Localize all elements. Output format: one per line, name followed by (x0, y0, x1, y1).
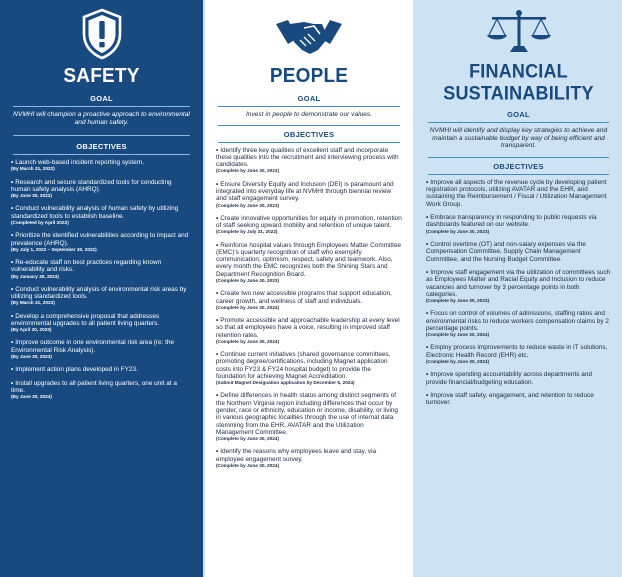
safety-objective-text: Implement action plans developed in FY23. (15, 366, 138, 374)
financial-objective-text: Improve all aspects of the revenue cycle by developing patient registration protocols, utilizing AVATAR and the EHR, and sustaining the Reimbursement / Fiscal / Utilization Management Work Group. (426, 178, 607, 208)
financial-objective-date: (Complete by June 30, 2023) (426, 228, 490, 234)
safety-objective-date: (By March 31, 2022) (11, 166, 55, 172)
financial-objective-date: (Complete by June 30, 2023) (426, 298, 490, 304)
safety-objective-item (11, 286, 192, 307)
bullet-icon: • (11, 339, 14, 347)
safety-objective-date: (By July 1, 2022 – September 30, 2022) (11, 246, 97, 252)
financial-objectives-rule (428, 174, 609, 175)
bullet-icon: • (216, 351, 219, 359)
people-column (203, 0, 415, 577)
bullet-icon: • (11, 178, 14, 186)
bullet-icon: • (216, 448, 219, 456)
people-objective-text: Create two new accessible programs that support education, career growth, and wellness of staff and individuals. (216, 290, 392, 305)
people-objective-item (216, 242, 402, 284)
safety-objective-item (11, 339, 192, 360)
safety-objective-text: Re-educate staff on best practices regarding known vulnerability and risks. (11, 259, 162, 274)
people-objective-date: (Complete by June 30, 2024) (216, 463, 280, 468)
people-objective-item (216, 181, 402, 209)
safety-objective-date: (By March 31, 2023) (11, 300, 55, 306)
financial-goal-label: GOAL (507, 110, 530, 119)
safety-objective-item (11, 366, 192, 373)
financial-title (424, 60, 613, 103)
safety-objectives-label: OBJECTIVES (76, 142, 127, 152)
safety-icon-wrap (9, 0, 194, 62)
safety-objective-date: (By April 30, 2023) (11, 327, 52, 333)
people-goal-text: Invest in people to demonstrate our values. (245, 111, 373, 118)
balance-scale-icon (486, 8, 552, 54)
financial-objective-text: Control overtime (OT) and non-salary expenses via the Compensation Committee, Supply Chain Management Committee, and the Nursing Budget Committee. (426, 240, 586, 263)
bullet-icon: • (11, 312, 14, 320)
people-objective-item (216, 448, 402, 469)
people-goal-rule (218, 106, 400, 107)
people-objective-text: Continue current initiatives (shared governance committees, promoting degree/certifications, including Magnet application costs into FY23 & FY24 hospital budget) to provide the foundation for achieving Magnet Accreditation. (216, 351, 391, 380)
financial-goal-rule-bottom (428, 157, 609, 158)
people-goal-rule-bottom (218, 125, 400, 126)
safety-goal-rule (13, 106, 190, 107)
people-title: PEOPLE (269, 64, 349, 88)
safety-objective-text: Develop a comprehensive proposal that addresses environmental upgrades to all patient living quarters. (11, 312, 160, 327)
financial-objective-text: Employ process improvements to reduce waste in IT solutions, Electronic Health Record (EHR) etc. (426, 344, 608, 359)
financial-objective-item (426, 214, 611, 235)
financial-objective-item (426, 269, 611, 304)
safety-objective-text: Prioritize the identified vulnerabilities according to impact and prevalence (AHRQ). (11, 232, 189, 247)
people-objective-item (216, 215, 402, 236)
financial-objectives-label: OBJECTIVES (493, 161, 544, 171)
financial-objectives-list (424, 179, 613, 407)
bullet-icon: • (216, 214, 219, 222)
safety-objective-text: Research and secure standardized tools for conducting human safety analysis (AHRQ). (11, 178, 172, 193)
safety-objective-text: Install upgrades to all patient living quarters, one unit at a time. (11, 379, 177, 394)
people-objectives-label: OBJECTIVES (283, 129, 335, 139)
bullet-icon: • (426, 178, 429, 186)
bullet-icon: • (216, 146, 219, 154)
bullet-icon: • (426, 371, 429, 379)
financial-column (415, 0, 622, 577)
bullet-icon: • (11, 379, 14, 387)
people-objective-item (216, 290, 402, 311)
financial-goal-text: NVMHI will identify and display key strategies to achieve and maintain a sustainable budget by way of being efficient and transparent. (429, 127, 608, 150)
financial-objective-text: Improve spending accountability across departments and provide financial/budgeting education. (426, 371, 592, 386)
safety-objective-item (11, 259, 192, 280)
people-objective-item (216, 392, 402, 442)
people-objective-date: (Complete by June 30, 2024) (216, 338, 280, 344)
safety-objectives-rule (13, 154, 190, 155)
bullet-icon: • (216, 392, 219, 400)
people-objective-text: Reinforce hospital values through Employees Matter Committee (EMC)'s quarterly recognition of staff who exemplify communication, optimism, respect, safety and teamwork. Also, every month the EMC recognizes both the Shining Stars and Department Recognition Board. (216, 241, 402, 278)
bullet-icon: • (426, 269, 429, 277)
financial-objective-item (426, 392, 611, 407)
safety-objective-text: Conduct vulnerability analysis of environmental risk areas by utilizing standardized tools. (11, 285, 187, 301)
safety-objective-date: (By January 30, 2023) (11, 273, 59, 279)
financial-goal-rule (428, 122, 609, 123)
people-icon-wrap (214, 0, 404, 62)
people-objective-text: Promote accessible and approachable leadership at every level so that all employees have a voice, resulting in improved staff retention rates. (216, 316, 400, 339)
safety-title: SAFETY (63, 64, 140, 88)
people-objective-item (216, 317, 402, 345)
people-objective-date: (Submit Magnet Designation application by December 5, 2024) (216, 380, 355, 386)
safety-objective-item (11, 205, 192, 226)
safety-objective-date: (Completed by April 2022) (11, 220, 69, 226)
safety-objectives-list (9, 159, 194, 400)
people-objective-date: (Complete by June 30, 2023) (216, 278, 280, 284)
bullet-icon: • (426, 214, 429, 222)
financial-objective-item (426, 241, 611, 263)
handshake-icon (274, 16, 344, 56)
people-goal-label: GOAL (297, 94, 321, 103)
bullet-icon: • (11, 366, 14, 374)
people-objective-item (216, 147, 402, 175)
bullet-icon: • (11, 159, 14, 167)
bullet-icon: • (426, 392, 429, 400)
financial-objective-item (426, 310, 611, 338)
financial-objective-text: Focus on control of volumes of admissions, staffing ratios and environmental risks to reduce workers compensation claims by 2 percentage points. (426, 310, 609, 332)
financial-title-line2: SUSTAINABILITY (443, 82, 594, 104)
shield-exclamation-icon (81, 8, 123, 60)
safety-objective-date: (By June 30, 2022) (11, 193, 52, 199)
people-objective-text: Identify the reasons why employees leave and stay, via employee engagement survey. (216, 448, 377, 463)
safety-objective-text: Improve outcome in one environmental risk area (re: the Environmental Risk Analysis). (11, 339, 175, 354)
safety-objective-text: Launch web-based incident reporting system. (15, 159, 144, 167)
people-objective-date: (Complete by June 30, 2024) (216, 304, 280, 310)
bullet-icon: • (216, 241, 219, 249)
bullet-icon: • (11, 259, 14, 267)
safety-objective-date: (By June 30, 2024) (11, 394, 52, 400)
people-objectives-rule (218, 142, 400, 143)
financial-objective-date: (Complete by June 30, 2024) (426, 332, 490, 338)
people-objective-date: (Complete by June 30, 2023) (216, 168, 280, 174)
financial-objective-item (426, 179, 611, 208)
safety-objective-item (11, 380, 192, 401)
bullet-icon: • (426, 310, 429, 318)
people-objective-date: (Complete by June 30, 2024) (216, 436, 280, 442)
bullet-icon: • (216, 290, 219, 298)
safety-objective-text: Conduct vulnerability analysis of human safety by utilizing standardized tools to establish baseline. (11, 205, 179, 220)
bullet-icon: • (11, 205, 14, 213)
bullet-icon: • (216, 316, 219, 324)
financial-objective-item (426, 344, 611, 365)
safety-goal-label: GOAL (90, 94, 113, 103)
people-objective-date: (Complete by June 30, 2023) (216, 202, 280, 208)
safety-objective-item (11, 159, 192, 172)
safety-objective-item (11, 313, 192, 334)
bullet-icon: • (11, 285, 14, 293)
safety-objective-date: (By June 30, 2023) (11, 353, 52, 359)
financial-objective-date: (Complete by June 30, 2024) (426, 359, 490, 365)
people-objectives-list (214, 147, 404, 469)
people-objective-text: Define differences in health status among distinct segments of the Northern Virginia region including differences that occur by gender, race or ethnicity, education or income, disability, or living in various geographic localities through the use of internal data stemming from the EHR, AVATAR and the Utilization Management Committee. (216, 392, 398, 436)
safety-goal-text: NVMHI will champion a proactive approach to environmental and human safety. (13, 111, 190, 126)
bullet-icon: • (426, 240, 429, 248)
financial-icon-wrap (424, 0, 613, 56)
financial-objective-text: Improve staff engagement via the utilization of committees such as Employees Matter and Racial Equity and Inclusion to reduce vacancies and turnover by 3 percentage points in both categories. (426, 269, 611, 298)
financial-objective-text: Improve staff safety, engagement, and retention to reduce turnover. (426, 392, 594, 407)
people-objective-item (216, 351, 402, 386)
safety-column (0, 0, 203, 577)
people-objective-date: (Complete by July 31, 2022) (216, 229, 278, 235)
financial-objective-text: Embrace transparency in responding to public requests via dashboards featured on our website. (426, 214, 597, 229)
financial-title-line1: FINANCIAL (469, 60, 568, 82)
bullet-icon: • (216, 180, 219, 188)
safety-objective-item (11, 232, 192, 253)
bullet-icon: • (426, 344, 429, 352)
bullet-icon: • (11, 232, 14, 240)
people-objective-text: Ensure Diversity Equity and Inclusion (DEI) is paramount and integrated into everyday life at NVMHI through biennial review and staff engagement survey. (216, 180, 394, 203)
people-objective-text: Identify three key qualities of excellent staff and incorporate these qualities into the recruitment and interviewing process with candidates. (216, 146, 399, 169)
safety-objective-item (11, 179, 192, 200)
safety-goal-rule-bottom (13, 135, 190, 136)
people-objective-text: Create innovative opportunities for equity in promotion, retention of staff seeking upward mobility and retention of unique talent. (216, 214, 402, 230)
financial-objective-item (426, 371, 611, 386)
